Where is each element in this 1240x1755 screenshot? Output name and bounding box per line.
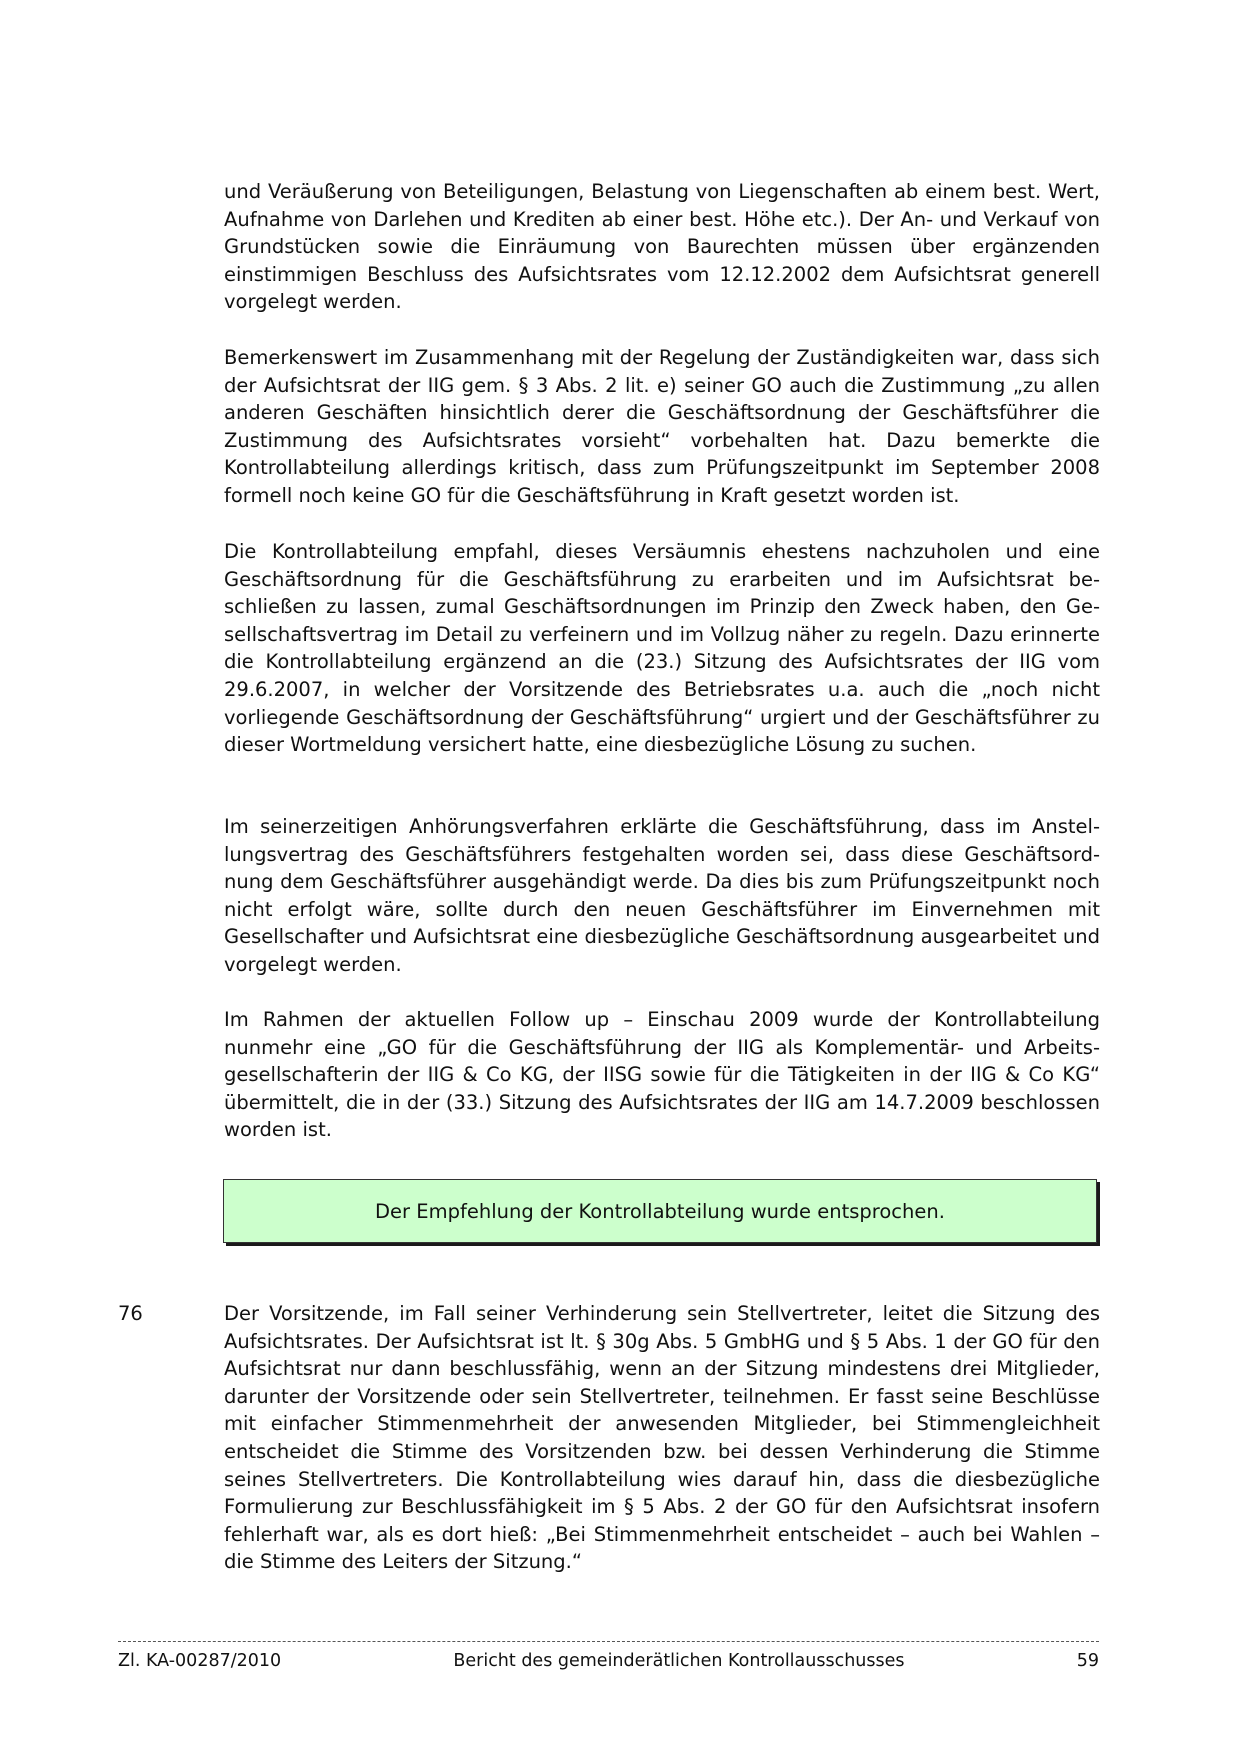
item-number: 76: [118, 1302, 143, 1325]
footer-reference: Zl. KA-00287/2010: [118, 1651, 282, 1671]
page-number: 59: [1076, 1651, 1099, 1671]
paragraph-hearing-procedure: [224, 813, 1100, 979]
paragraph-text: Im seinerzeitigen Anhörungsverfahren erklärte die Geschäftsführung, dass im Anstellungsvertrag des Geschäftsführers festgehalten worden sei, dass diese Geschäftsordnung dem Geschäftsführer ausgehändigt werde. Da dies bis zum Prüfungszeitpunkt noch nicht erfolgt wäre, sollte durch den neuen Geschäftsführer im Einvernehmen mit Gesellschafter und Aufsichtsrat eine diesbezügliche Geschäftsordnung ausgearbeitet und vorgelegt werden.: [224, 815, 1100, 976]
paragraph-supervisory-board-approval: [224, 344, 1100, 510]
paragraph-text: Bemerkenswert im Zusammenhang mit der Regelung der Zuständigkeiten war, dass sich der Aufsichtsrat der IIG gem. § 3 Abs. 2 lit. e) seiner GO auch die Zustimmung „zu allen anderen Geschäften hinsichtlich derer die Geschäftsordnung der Geschäftsführer die Zustimmung des Aufsichtsrates vorsieht“ vorbehalten hat. Dazu bemerkte die Kontrollabteilung allerdings kritisch, dass zum Prüfungszeitpunkt im September 2008 formell noch keine GO für die Geschäftsführung in Kraft gesetzt worden ist.: [224, 346, 1100, 507]
paragraph-text: Im Rahmen der aktuellen Follow up – Einschau 2009 wurde der Kontrollabteilung nunmehr eine „GO für die Geschäftsführung der IIG als Komplementär- und Arbeitsgesellschafterin der IIG & Co KG, der IISG sowie für die Tätigkeiten in der IIG & Co KG“ übermittelt, die in der (33.) Sitzung des Aufsichtsrates der IIG am 14.7.2009 beschlossen worden ist.: [224, 1008, 1100, 1142]
paragraph-recommendation: [224, 538, 1100, 759]
paragraph-text: Der Vorsitzende, im Fall seiner Verhinderung sein Stellvertreter, leitet die Sitzung des Aufsichtsrates. Der Aufsichtsrat ist lt. § 30g Abs. 5 GmbHG und § 5 Abs. 1 der GO für den Aufsichtsrat nur dann beschlussfähig, wenn an der Sitzung mindestens drei Mitglieder, darunter der Vorsitzende oder sein Stellvertreter, teilnehmen. Er fasst seine Beschlüsse mit einfacher Stimmenmehrheit der anwesenden Mitglieder, bei Stimmengleichheit entscheidet die Stimme des Vorsitzenden bzw. bei dessen Verhinderung die Stimme seines Stellvertreters. Die Kontrollabteilung wies darauf hin, dass die diesbezügliche Formulierung zur Beschlussfähigkeit im § 5 Abs. 2 der GO für den Aufsichtsrat insofern fehlerhaft war, als es dort hieß: „Bei Stimmenmehrheit entscheidet – auch bei Wahlen – die Stimme des Leiters der Sitzung.“: [224, 1302, 1100, 1574]
footer-title: Bericht des gemeinderätlichen Kontrollausschusses: [453, 1651, 905, 1671]
paragraph-shareholdings: [224, 178, 1100, 316]
callout-text: Der Empfehlung der Kontrollabteilung wurde entsprochen.: [375, 1199, 945, 1223]
paragraph-text: Die Kontrollabteilung empfahl, dieses Versäumnis ehestens nachzuholen und eine Geschäftsordnung für die Geschäftsführung zu erarbeiten und im Aufsichtsrat beschließen zu lassen, zumal Geschäftsordnungen im Prinzip den Zweck haben, den Gesellschaftsvertrag im Detail zu verfeinern und im Vollzug näher zu regeln. Dazu erinnerte die Kontrollabteilung ergänzend an die (23.) Sitzung des Aufsichtsrates der IIG vom 29.6.2007, in welcher der Vorsitzende des Betriebsrates u.a. auch die „noch nicht vorliegende Geschäftsordnung der Geschäftsführung“ urgiert und der Geschäftsführer zu dieser Wortmeldung versichert hatte, eine diesbezügliche Lösung zu suchen.: [224, 540, 1100, 757]
paragraph-text: und Veräußerung von Beteiligungen, Belastung von Liegenschaften ab einem best. Wert, Aufnahme von Darlehen und Krediten ab einer best. Höhe etc.). Der An- und Verkauf von Grundstücken sowie die Einräumung von Baurechten müssen über ergänzenden einstimmigen Beschluss des Aufsichtsrates vom 12.12.2002 dem Aufsichtsrat generell vorgelegt werden.: [224, 180, 1100, 314]
page-footer: [118, 1649, 1099, 1673]
recommendation-fulfilled-callout: [223, 1179, 1097, 1243]
footer-divider: [118, 1641, 1099, 1642]
item-76-paragraph: [224, 1300, 1100, 1576]
paragraph-follow-up: [224, 1006, 1100, 1144]
